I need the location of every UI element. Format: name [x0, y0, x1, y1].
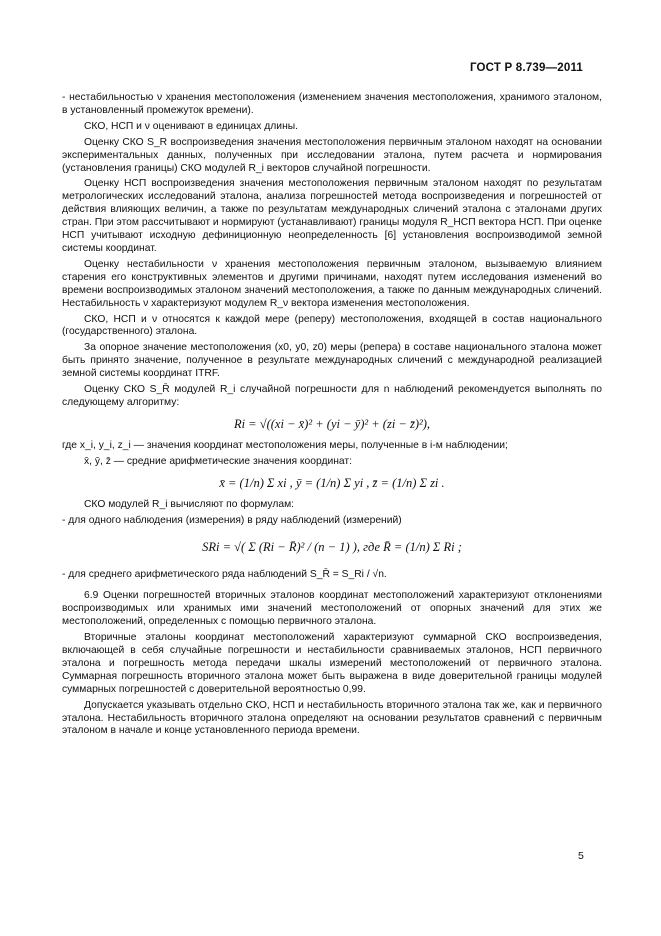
paragraph: Оценку НСП воспроизведения значения местоположения первичным эталоном находят по результатам метрологических исследований эталона, анализа погрешностей метода воспроизведения и погрешностей от действия влияющих величин, а также по результатам международных сличений эталона с эталонами других стран. При этом рассчитывают и нормируют (устанавливают) границы модуля R_НСП вектора НСП. При оценке НСП учитывают исходную дефиниционную неопределенность [6] установления воспроизводимой земной системы координат.: [62, 178, 602, 254]
paragraph: Допускается указывать отдельно СКО, НСП и нестабильность вторичного эталона так же, как и первичного эталона. Нестабильность вторичного эталона определяют на основании результатов сравнений с первичным эталоном в начале и конце установленного периода времени.: [62, 699, 602, 737]
paragraph: Вторичные эталоны координат местоположений характеризуют суммарной СКО воспроизведения, включающей в себя случайные погрешности и нестабильности сравниваемых эталонов, НСП первичного эталона и погрешность метода передачи шкалы измерений местоположений от первичного эталона. Суммарная погрешность вторичного эталона может быть выражена в виде доверительной границы модулей суммарных погрешностей с доверительной вероятностью 0,99.: [62, 632, 602, 695]
paragraph: За опорное значение местоположения (x0, y0, z0) меры (репера) в составе национального эталона может быть принято значение, полученное в результате международных сличений с международной реализацией земной системы координат ITRF.: [62, 342, 602, 380]
paragraph: - нестабильностью ν хранения местоположения (изменением значения местоположения, хранимого эталоном, в установленный промежуток времени).: [62, 92, 602, 116]
paragraph: где x_i, y_i, z_i — значения координат местоположения меры, полученные в i-м наблюдении;: [62, 439, 508, 451]
paragraph: Оценку СКО S_R воспроизведения значения местоположения первичным эталоном находят на основании экспериментальных данных, полученных при исследовании эталона, путем расчета и нормирования (установления границы) СКО модулей R_i векторов случайной погрешности.: [62, 136, 602, 174]
paragraph: СКО, НСП и ν относятся к каждой мере (реперу) местоположения, входящей в состав национального (государственного) эталона.: [62, 313, 602, 338]
paragraph: СКО, НСП и ν оценивают в единицах длины.: [84, 120, 299, 132]
formula-means: x̄ = (1/n) Σ xi , ȳ = (1/n) Σ yi , z̄ = (1/n) Σ zi .: [219, 475, 445, 490]
paragraph: x̄, ȳ, z̄ — средние арифметические значения координат:: [84, 455, 352, 467]
paragraph: 6.9 Оценки погрешностей вторичных эталонов координат местоположений характеризуют отклонениями воспроизводимых или хранимых ими значений местоположений от опорных значений для этих же местоположений, определенных с помощью первичного эталона.: [62, 590, 602, 628]
paragraph: - для среднего арифметического ряда наблюдений S_R̄ = S_Ri / √n.: [62, 569, 387, 581]
formula-sri: SRi = √( Σ (Ri − R̄)² / (n − 1) ), где R̄ = (1/n) Σ Ri ;: [202, 540, 462, 555]
paragraph: Оценку СКО S_R̄ модулей R_i случайной погрешности для n наблюдений рекомендуется выполнять по следующему алгоритму:: [62, 384, 602, 408]
paragraph: Оценку нестабильности ν хранения местоположения первичным эталоном, вызываемую влиянием старения его конструктивных элементов и другими причинами, находят путем исследования изменений во времени воспроизводимых эталоном значений местоположения, а также по данным международных сличений. Нестабильность ν характеризуют модулем R_ν вектора изменения местоположения.: [62, 258, 602, 309]
page-number: 5: [578, 850, 584, 862]
paragraph: - для одного наблюдения (измерения) в ряду наблюдений (измерений): [62, 514, 402, 526]
formula-ri: Ri = √((xi − x̄)² + (yi − ȳ)² + (zi − z̄)²),: [233, 416, 431, 431]
document-standard-number: ГОСТ Р 8.739—2011: [469, 62, 583, 74]
document-body: [62, 92, 602, 741]
paragraph: СКО модулей R_i вычисляют по формулам:: [84, 498, 295, 510]
